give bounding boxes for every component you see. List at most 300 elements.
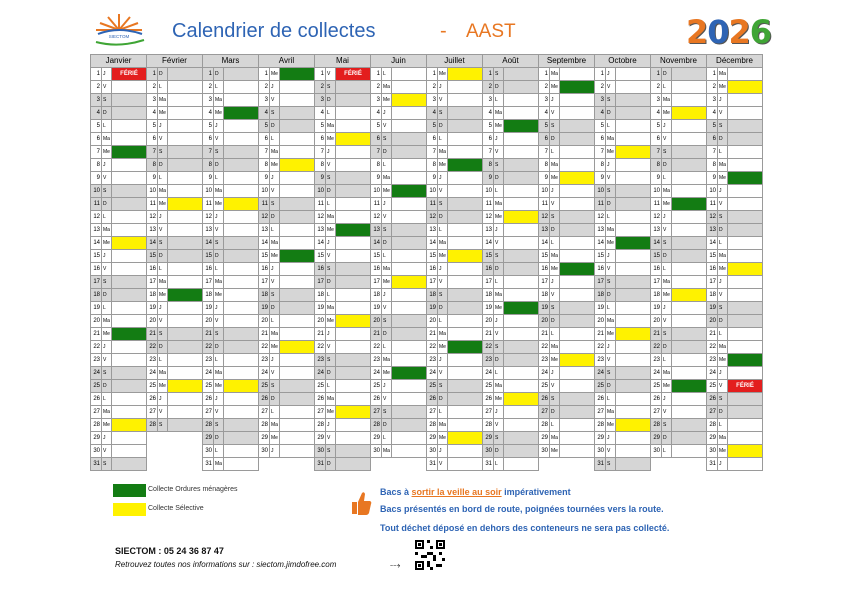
day-letter: Ma: [494, 107, 504, 120]
day-number: 5: [651, 120, 662, 133]
day-letter: D: [326, 367, 336, 380]
day-letter: Ma: [158, 276, 168, 289]
day-number: 14: [147, 237, 158, 250]
event-cell: [392, 68, 427, 81]
day-number: 1: [315, 68, 326, 81]
event-cell: [672, 432, 707, 445]
day-number: 29: [539, 432, 550, 445]
day-letter: Ma: [382, 354, 392, 367]
day-number: 27: [315, 406, 326, 419]
day-number: 20: [91, 315, 102, 328]
empty-cell: [158, 445, 168, 458]
day-number: 30: [427, 445, 438, 458]
day-letter: J: [438, 81, 448, 94]
day-number: 22: [203, 341, 214, 354]
event-cell: [560, 289, 595, 302]
day-letter: S: [214, 146, 224, 159]
day-number: 5: [371, 120, 382, 133]
event-cell: [280, 107, 315, 120]
day-letter: D: [326, 458, 336, 471]
day-letter: J: [326, 328, 336, 341]
event-cell: [504, 419, 539, 432]
day-number: 3: [707, 94, 718, 107]
event-cell: [728, 198, 763, 211]
day-number: 8: [203, 159, 214, 172]
day-letter: S: [214, 419, 224, 432]
day-number: 19: [371, 302, 382, 315]
event-cell: [168, 315, 203, 328]
day-number: 13: [595, 224, 606, 237]
qr-code-icon[interactable]: [415, 540, 445, 570]
event-cell: [224, 172, 259, 185]
day-letter: J: [270, 263, 280, 276]
day-letter: V: [158, 406, 168, 419]
day-number: 27: [707, 406, 718, 419]
day-letter: V: [102, 445, 112, 458]
day-number: 20: [595, 315, 606, 328]
calendar-row: [91, 367, 763, 380]
day-letter: V: [606, 354, 616, 367]
event-cell: [504, 367, 539, 380]
day-letter: L: [270, 315, 280, 328]
day-number: 13: [371, 224, 382, 237]
event-cell: [616, 406, 651, 419]
day-number: 13: [651, 224, 662, 237]
day-number: 9: [427, 172, 438, 185]
event-cell: [504, 224, 539, 237]
event-cell: [504, 81, 539, 94]
ferie-cell: FÉRIÉ: [728, 380, 763, 393]
day-number: 25: [707, 380, 718, 393]
day-letter: Ma: [718, 341, 728, 354]
day-number: 22: [147, 341, 158, 354]
day-letter: J: [718, 276, 728, 289]
day-letter: J: [102, 341, 112, 354]
day-letter: V: [662, 406, 672, 419]
day-number: 13: [427, 224, 438, 237]
day-letter: Me: [102, 328, 112, 341]
day-letter: Me: [214, 289, 224, 302]
event-cell: [112, 458, 147, 471]
event-cell: [168, 81, 203, 94]
day-number: 15: [539, 250, 550, 263]
event-cell: [728, 367, 763, 380]
day-number: 23: [259, 354, 270, 367]
event-cell: [504, 250, 539, 263]
event-cell: [112, 172, 147, 185]
day-letter: Ma: [270, 146, 280, 159]
contact-info: Retrouvez toutes nos informations sur : siectom.jimdofree.com: [115, 560, 337, 569]
event-cell: [224, 328, 259, 341]
day-number: 27: [259, 406, 270, 419]
day-letter: J: [718, 458, 728, 471]
day-letter: Me: [438, 432, 448, 445]
day-letter: L: [102, 211, 112, 224]
day-number: 20: [371, 315, 382, 328]
day-letter: S: [438, 198, 448, 211]
day-number: 6: [539, 133, 550, 146]
event-cell: [448, 94, 483, 107]
calendar-row: [91, 432, 763, 445]
day-letter: Me: [326, 224, 336, 237]
day-number: 2: [707, 81, 718, 94]
event-cell: [448, 185, 483, 198]
day-letter: Me: [270, 341, 280, 354]
day-letter: J: [382, 289, 392, 302]
day-letter: V: [214, 315, 224, 328]
note-sortie-a: Bacs à: [380, 487, 410, 497]
title-separator: -: [440, 20, 447, 42]
event-cell: [112, 107, 147, 120]
event-cell: [224, 250, 259, 263]
day-number: 19: [595, 302, 606, 315]
event-cell: [168, 120, 203, 133]
day-number: 13: [259, 224, 270, 237]
day-number: 4: [539, 107, 550, 120]
day-letter: L: [550, 328, 560, 341]
calendar-row: [91, 198, 763, 211]
day-letter: L: [662, 445, 672, 458]
event-cell: [504, 185, 539, 198]
day-number: 31: [427, 458, 438, 471]
day-number: 10: [595, 185, 606, 198]
month-header: Décembre: [707, 55, 763, 68]
svg-text:SIECTOM: SIECTOM: [108, 34, 130, 39]
event-cell: [112, 380, 147, 393]
day-number: 4: [651, 107, 662, 120]
day-number: 3: [203, 94, 214, 107]
year-digit: 2: [686, 13, 708, 51]
event-cell: [672, 315, 707, 328]
day-number: 17: [539, 276, 550, 289]
ordures-collection-cell: [280, 68, 315, 81]
day-number: 18: [427, 289, 438, 302]
day-number: 23: [539, 354, 550, 367]
empty-cell: [539, 458, 550, 471]
day-number: 20: [707, 315, 718, 328]
day-number: 29: [595, 432, 606, 445]
day-number: 16: [147, 263, 158, 276]
day-letter: S: [382, 224, 392, 237]
day-letter: L: [214, 263, 224, 276]
event-cell: [672, 406, 707, 419]
selective-collection-cell: [560, 172, 595, 185]
day-letter: S: [662, 328, 672, 341]
event-cell: [560, 146, 595, 159]
day-number: 15: [91, 250, 102, 263]
day-number: 26: [707, 393, 718, 406]
event-cell: [224, 419, 259, 432]
day-number: 22: [315, 341, 326, 354]
day-number: 23: [483, 354, 494, 367]
day-letter: V: [494, 146, 504, 159]
day-letter: V: [382, 211, 392, 224]
day-number: 17: [147, 276, 158, 289]
event-cell: [560, 419, 595, 432]
event-cell: [560, 432, 595, 445]
day-letter: D: [102, 198, 112, 211]
ordures-collection-cell: [112, 146, 147, 159]
day-number: 12: [315, 211, 326, 224]
event-cell: [616, 354, 651, 367]
empty-cell: [371, 458, 382, 471]
day-number: 15: [651, 250, 662, 263]
day-letter: D: [382, 237, 392, 250]
day-number: 25: [147, 380, 158, 393]
calendar-row: [91, 458, 763, 471]
event-cell: [168, 341, 203, 354]
day-number: 4: [707, 107, 718, 120]
day-number: 5: [203, 120, 214, 133]
event-cell: [280, 393, 315, 406]
day-number: 6: [707, 133, 718, 146]
month-header: Mai: [315, 55, 371, 68]
event-cell: [112, 289, 147, 302]
day-letter: D: [662, 250, 672, 263]
event-cell: [336, 81, 371, 94]
day-number: 30: [91, 445, 102, 458]
day-letter: L: [662, 172, 672, 185]
day-letter: J: [382, 380, 392, 393]
year-digit: 2: [728, 13, 750, 51]
day-number: 12: [203, 211, 214, 224]
event-cell: [728, 315, 763, 328]
day-letter: S: [326, 263, 336, 276]
event-cell: [112, 445, 147, 458]
event-cell: [616, 380, 651, 393]
event-cell: [280, 406, 315, 419]
day-number: 12: [595, 211, 606, 224]
day-letter: D: [326, 94, 336, 107]
day-number: 15: [483, 250, 494, 263]
day-letter: V: [494, 419, 504, 432]
event-cell: [112, 276, 147, 289]
day-number: 21: [91, 328, 102, 341]
empty-cell: [550, 458, 560, 471]
empty-cell: [392, 458, 427, 471]
day-number: 22: [371, 341, 382, 354]
event-cell: [392, 406, 427, 419]
day-number: 9: [651, 172, 662, 185]
day-letter: J: [270, 172, 280, 185]
event-cell: [560, 107, 595, 120]
legend-selective-label: Collecte Sélective: [148, 505, 204, 512]
day-letter: V: [270, 185, 280, 198]
calendar-row: [91, 133, 763, 146]
day-number: 8: [147, 159, 158, 172]
event-cell: [112, 120, 147, 133]
day-letter: D: [326, 276, 336, 289]
event-cell: [672, 393, 707, 406]
day-number: 3: [315, 94, 326, 107]
day-letter: J: [102, 159, 112, 172]
day-number: 16: [371, 263, 382, 276]
day-number: 14: [707, 237, 718, 250]
event-cell: [616, 120, 651, 133]
day-letter: Ma: [494, 198, 504, 211]
day-letter: S: [102, 367, 112, 380]
ordures-collection-cell: [336, 224, 371, 237]
day-number: 11: [203, 198, 214, 211]
day-letter: S: [382, 315, 392, 328]
thumbs-up-hand-icon: [349, 488, 373, 518]
event-cell: [560, 445, 595, 458]
day-number: 18: [651, 289, 662, 302]
day-number: 5: [147, 120, 158, 133]
day-letter: V: [718, 107, 728, 120]
day-number: 10: [427, 185, 438, 198]
day-number: 17: [259, 276, 270, 289]
day-letter: Ma: [494, 289, 504, 302]
day-letter: D: [494, 354, 504, 367]
event-cell: [616, 367, 651, 380]
selective-collection-cell: [672, 289, 707, 302]
event-cell: [392, 432, 427, 445]
day-letter: Ma: [606, 133, 616, 146]
day-letter: D: [382, 419, 392, 432]
day-number: 27: [651, 406, 662, 419]
day-letter: J: [438, 263, 448, 276]
day-number: 1: [147, 68, 158, 81]
event-cell: [672, 341, 707, 354]
event-cell: [728, 133, 763, 146]
year-digit: 6: [749, 13, 772, 51]
event-cell: [504, 354, 539, 367]
day-letter: Ma: [102, 315, 112, 328]
day-letter: J: [662, 120, 672, 133]
day-number: 12: [259, 211, 270, 224]
event-cell: [504, 263, 539, 276]
ordures-collection-cell: [672, 380, 707, 393]
event-cell: [672, 302, 707, 315]
event-cell: [672, 237, 707, 250]
day-number: 3: [147, 94, 158, 107]
day-letter: Ma: [214, 276, 224, 289]
event-cell: [224, 120, 259, 133]
day-letter: Ma: [718, 68, 728, 81]
day-letter: L: [214, 172, 224, 185]
day-letter: J: [270, 354, 280, 367]
day-letter: S: [158, 419, 168, 432]
day-number: 28: [483, 419, 494, 432]
event-cell: [504, 237, 539, 250]
day-number: 17: [707, 276, 718, 289]
day-letter: S: [158, 328, 168, 341]
day-letter: J: [494, 133, 504, 146]
day-number: 11: [259, 198, 270, 211]
day-letter: Me: [550, 81, 560, 94]
selective-collection-cell: [448, 250, 483, 263]
day-letter: L: [606, 302, 616, 315]
day-number: 24: [147, 367, 158, 380]
calendar-row: [91, 107, 763, 120]
event-cell: [168, 107, 203, 120]
day-letter: D: [494, 263, 504, 276]
day-number: 2: [203, 81, 214, 94]
ordures-collection-cell: [168, 289, 203, 302]
event-cell: [616, 107, 651, 120]
selective-collection-cell: [504, 393, 539, 406]
ordures-collection-cell: [504, 302, 539, 315]
day-number: 31: [707, 458, 718, 471]
event-cell: [224, 237, 259, 250]
calendar-row: [91, 172, 763, 185]
day-letter: L: [158, 354, 168, 367]
event-cell: [392, 380, 427, 393]
event-cell: [560, 328, 595, 341]
event-cell: [560, 302, 595, 315]
event-cell: [560, 276, 595, 289]
day-letter: S: [550, 302, 560, 315]
day-number: 19: [427, 302, 438, 315]
event-cell: [224, 302, 259, 315]
day-number: 27: [371, 406, 382, 419]
day-number: 29: [651, 432, 662, 445]
selective-collection-cell: [728, 445, 763, 458]
day-letter: D: [718, 224, 728, 237]
event-cell: [168, 159, 203, 172]
day-letter: S: [718, 120, 728, 133]
calendar-grid: [90, 54, 763, 471]
page-title: Calendrier de collectes: [172, 20, 376, 42]
day-number: 23: [707, 354, 718, 367]
event-cell: [672, 159, 707, 172]
day-letter: Me: [550, 445, 560, 458]
day-letter: Ma: [382, 81, 392, 94]
day-letter: Ma: [606, 406, 616, 419]
day-number: 22: [595, 341, 606, 354]
day-letter: D: [662, 159, 672, 172]
note-presentation: Bacs présentés en bord de route, poignées tournées vers la route.: [380, 504, 664, 514]
day-number: 17: [371, 276, 382, 289]
day-number: 1: [539, 68, 550, 81]
day-letter: J: [550, 367, 560, 380]
event-cell: [392, 315, 427, 328]
event-cell: [448, 172, 483, 185]
event-cell: [224, 159, 259, 172]
event-cell: [280, 419, 315, 432]
day-number: 10: [147, 185, 158, 198]
selective-collection-cell: [336, 406, 371, 419]
event-cell: [336, 250, 371, 263]
day-letter: D: [158, 159, 168, 172]
event-cell: [560, 68, 595, 81]
ordures-collection-cell: [112, 328, 147, 341]
calendar-row: [91, 81, 763, 94]
day-letter: S: [382, 406, 392, 419]
day-number: 8: [595, 159, 606, 172]
day-letter: L: [382, 341, 392, 354]
day-number: 9: [315, 172, 326, 185]
day-letter: Ma: [550, 159, 560, 172]
day-letter: Ma: [438, 328, 448, 341]
day-letter: Ma: [102, 133, 112, 146]
event-cell: [392, 211, 427, 224]
event-cell: [448, 367, 483, 380]
empty-cell: [280, 458, 315, 471]
event-cell: [672, 445, 707, 458]
day-letter: L: [158, 172, 168, 185]
event-cell: [392, 133, 427, 146]
calendar-row: [91, 276, 763, 289]
day-letter: J: [382, 198, 392, 211]
event-cell: [392, 198, 427, 211]
day-letter: S: [270, 198, 280, 211]
day-number: 12: [371, 211, 382, 224]
event-cell: [560, 159, 595, 172]
event-cell: [504, 328, 539, 341]
day-number: 16: [203, 263, 214, 276]
